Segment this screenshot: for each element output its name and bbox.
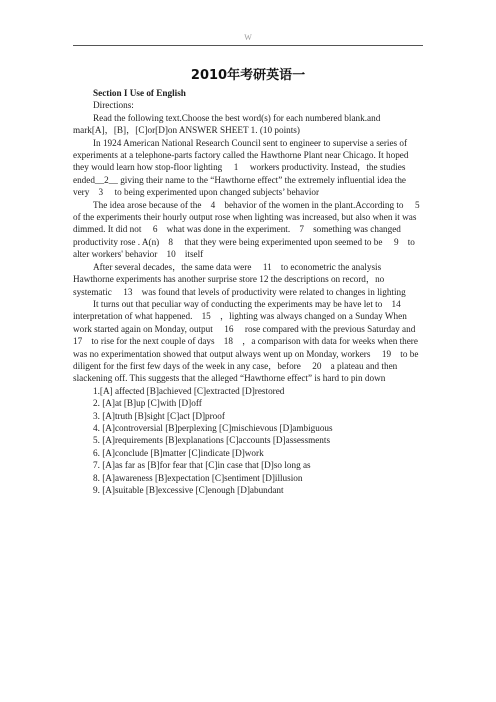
- option-line: 5. [A]requirements [B]explanations [C]accounts [D]assessments: [93, 435, 331, 446]
- option-line: 1.[A] affected [B]achieved [C]extracted [D]restored: [93, 385, 285, 396]
- page-header-mark: W: [244, 33, 252, 42]
- section-heading: Section I Use of English: [93, 88, 186, 98]
- option-line: 8. [A]awareness [B]expectation [C]sentiment [D]illusion: [93, 472, 303, 483]
- directions-text: Read the following text.Choose the best word(s) for each numbered blank.and mark[A]，[B]，[C]or[D]on ANSWER SHEET 1. (10 points): [73, 112, 381, 136]
- option-line: 6. [A]conclude [B]matter [C]indicate [D]work: [93, 447, 264, 458]
- option-line: 3. [A]truth [B]sight [C]act [D]proof: [93, 410, 225, 421]
- option-line: 2. [A]at [B]up [C]with [D]off: [93, 398, 202, 409]
- option-line: 9. [A]suitable [B]excessive [C]enough [D]abundant: [93, 485, 284, 495]
- passage-paragraph-2: The idea arose because of the 4 behavior of the women in the plant.According to 5 of the experiments their hourly output rose when lighting was increased, but also when it was dimmed. It did not 6 what was done in the experiment. 7 something was changed productivity rose . A(n) 8 that they were being experimented upon seemed to be 9 to alter workers' behavior 10 itself: [73, 199, 429, 260]
- page-title: 2010年考研英语一: [190, 68, 306, 83]
- option-line: 7. [A]as far as [B]for fear that [C]in case that [D]so long as: [93, 460, 311, 471]
- directions-label: Directions:: [93, 100, 134, 111]
- document-body: [73, 87, 429, 496]
- passage-paragraph-1: In 1924 American National Research Council sent to engineer to supervise a series of experiments at a telephone-parts factory called the Hawthorne Plant near Chicago. It hoped they would learn how stop-floor lighting 1 workers productivity. Instead，the studies ended__2__ giving their name to the “Hawthorne effect” the extremely influential idea the very 3 to being experimented upon changed subjects’ behavior: [73, 137, 409, 198]
- passage-paragraph-3: After several decades，the same data were 11 to econometric the analysis Hawthorne experiments has another surprise store 12 the descriptions on record，no systematic 13 was found that levels of productivity were related to changes in lighting: [73, 261, 406, 297]
- option-line: 4. [A]controversial [B]perplexing [C]mischievous [D]ambiguous: [93, 422, 333, 433]
- answer-options-list: [73, 385, 423, 497]
- passage-paragraph-4: It turns out that peculiar way of conducting the experiments may be have let to 14 interpretation of what happened. 15 ，lighting was always changed on a Sunday When work started again on Monday, output 16 rose compared with the previous Saturday and 17 to rise for the next couple of days 18 ，a comparison with data for weeks when there was no experimentation showed that output always went up on Monday, workers 19 to be diligent for the first few days of the week in any case，before 20 a plateau and then slackening off. This suggests that the alleged “Hawthorne effect” is hard to pin down: [73, 298, 427, 384]
- header-divider: [73, 45, 423, 46]
